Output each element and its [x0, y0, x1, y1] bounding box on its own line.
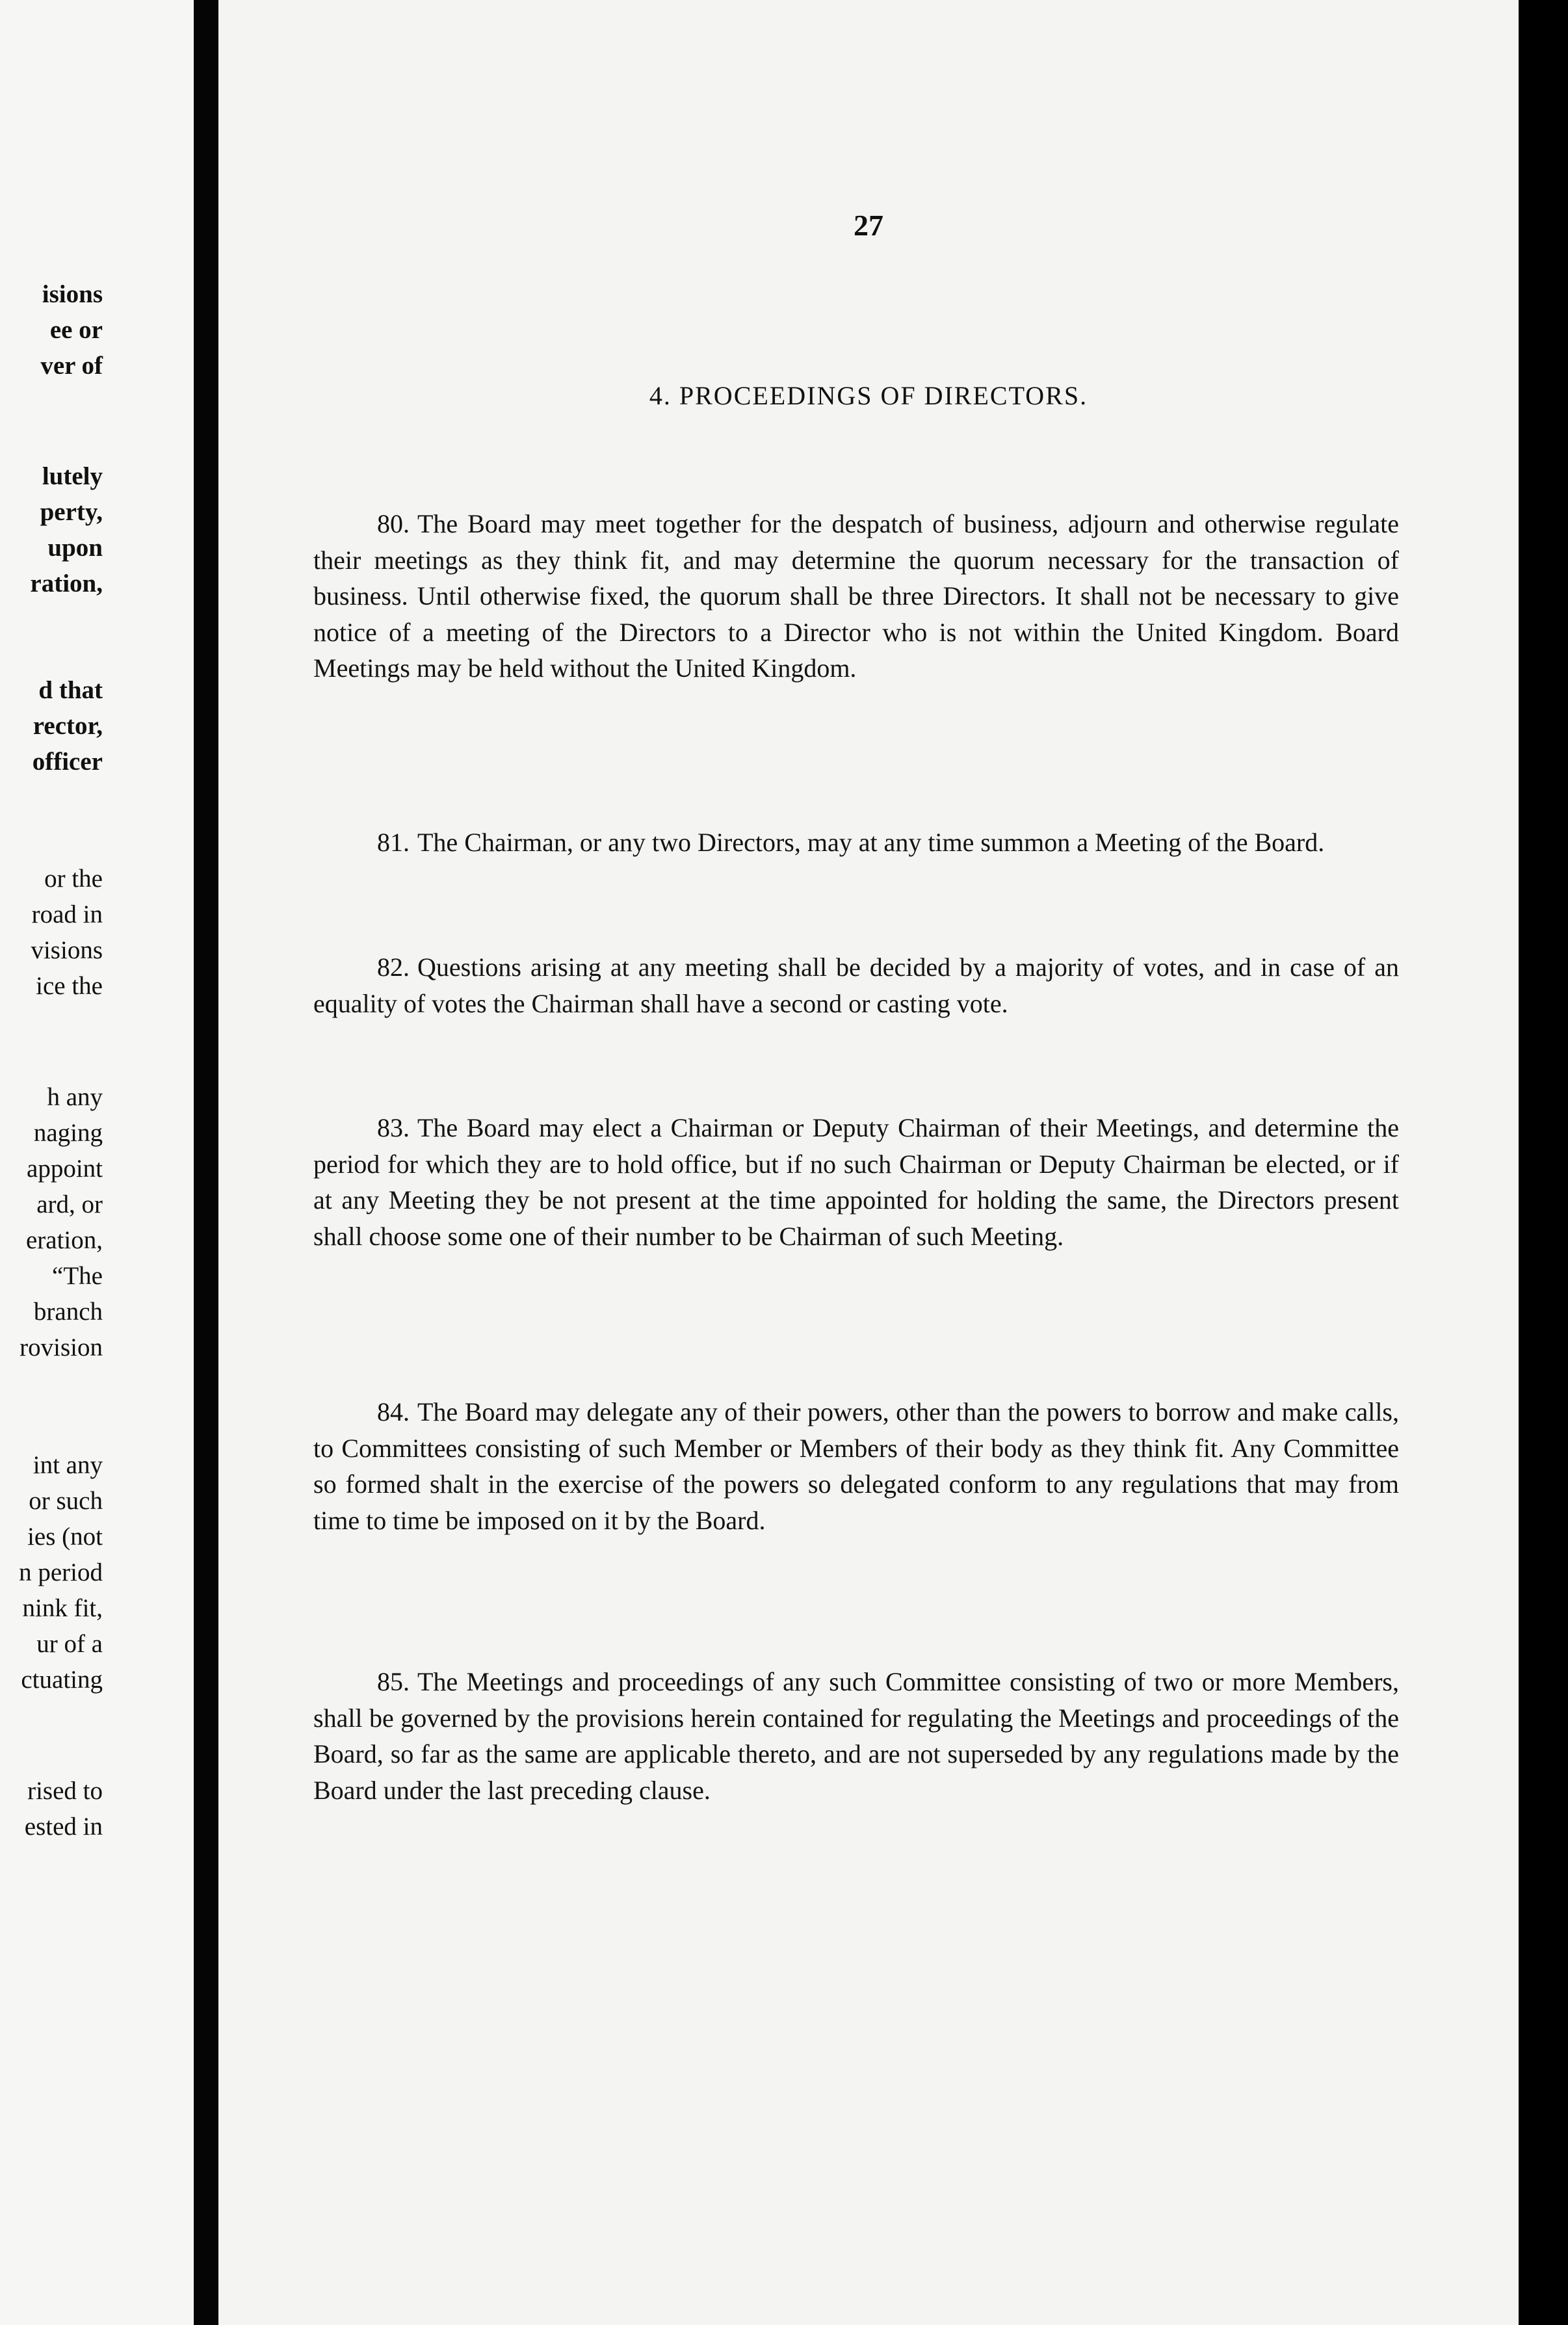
clause-82 — [313, 949, 1399, 1021]
facing-page-text: ver of — [40, 352, 103, 380]
facing-page-text: ctuating — [21, 1666, 103, 1694]
facing-page-text: appoint — [27, 1155, 103, 1183]
facing-page-text: upon — [47, 534, 103, 562]
clause-number: 81. — [377, 828, 410, 857]
facing-page-fragment — [0, 0, 194, 2325]
facing-page-text: lutely — [42, 462, 103, 490]
facing-page-text: nink fit, — [22, 1594, 103, 1622]
facing-page-text: eration, — [25, 1226, 103, 1254]
facing-page-text: branch — [33, 1298, 103, 1326]
clause-80 — [313, 506, 1399, 687]
facing-page-text: ee or — [49, 316, 103, 344]
clause-number: 85. — [377, 1667, 410, 1696]
facing-page-text: n period — [19, 1558, 103, 1586]
section-heading: 4. PROCEEDINGS OF DIRECTORS. — [649, 381, 1088, 410]
facing-page-text: or such — [29, 1487, 103, 1515]
clause-text: The Board may delegate any of their powers, other than the powers to borrow and make calls, to Committees consisting of such Member or Members of their body as they think fit. Any Committee so formed shalt in the exercise of the powers so delegated conform to any regulations that may from time to time be imposed on it by the Board. — [313, 1397, 1399, 1535]
clause-text: Questions arising at any meeting shall be decided by a majority of votes, and in case of an equality of votes the Chairman shall have a second or casting vote. — [313, 952, 1399, 1018]
facing-page-text: ur of a — [36, 1630, 103, 1658]
scan-border — [1519, 0, 1568, 2325]
facing-page-text: ies (not — [27, 1523, 103, 1551]
clause-84 — [313, 1394, 1399, 1538]
facing-page-text: h any — [47, 1083, 103, 1111]
facing-page-text: or the — [44, 865, 103, 893]
facing-page-text: officer — [32, 748, 103, 776]
clause-number: 83. — [377, 1113, 410, 1142]
document-page — [218, 0, 1519, 2325]
facing-page-text: rised to — [27, 1777, 103, 1805]
facing-page-text: ested in — [24, 1813, 103, 1841]
clause-text: The Meetings and proceedings of any such Committee consisting of two or more Members, shall be governed by the provisions herein contained for regulating the Meetings and proceedings of the Board, so far as the same are applicable thereto, and are not superseded by any regulations made by the Board under the last preceding clause. — [313, 1667, 1399, 1805]
clause-81 — [313, 824, 1399, 861]
clause-text: The Board may meet together for the despatch of business, adjourn and otherwise regulate their meetings as they think fit, and may determine the quorum necessary for the transaction of business. Until otherwise fixed, the quorum shall be three Directors. It shall not be necessary to give notice of a meeting of the Directors to a Director who is not within the United Kingdom. Board Meetings may be held without the United Kingdom. — [313, 509, 1399, 683]
book-gutter — [194, 0, 218, 2325]
facing-page-text: “The — [52, 1262, 103, 1290]
clause-83 — [313, 1110, 1399, 1254]
clause-85 — [313, 1664, 1399, 1808]
clause-number: 84. — [377, 1397, 410, 1426]
clause-number: 82. — [377, 952, 410, 982]
clause-text: The Board may elect a Chairman or Deputy Chairman of their Meetings, and determine the period for which they are to hold office, but if no such Chairman or Deputy Chairman be elected, or if at any Meeting they be not present at the time appointed for holding the same, the Directors present shall choose some one of their number to be Chairman of such Meeting. — [313, 1113, 1399, 1251]
facing-page-text: d that — [38, 676, 103, 704]
clause-text: The Chairman, or any two Directors, may at any time summon a Meeting of the Board. — [417, 828, 1325, 857]
facing-page-text: road in — [31, 900, 103, 928]
facing-page-text: ration, — [30, 570, 103, 598]
facing-page-text: ard, or — [36, 1190, 103, 1218]
facing-page-text: isions — [42, 280, 103, 308]
facing-page-text: naging — [33, 1119, 103, 1147]
facing-page-text: perty, — [40, 498, 103, 526]
facing-page-text: int any — [33, 1451, 103, 1479]
facing-page-text: rovision — [20, 1333, 103, 1361]
page-number: 27 — [854, 209, 883, 242]
facing-page-text: visions — [31, 936, 103, 964]
facing-page-text: rector, — [33, 712, 103, 740]
clause-number: 80. — [377, 509, 410, 538]
facing-page-text: ice the — [36, 972, 103, 1000]
